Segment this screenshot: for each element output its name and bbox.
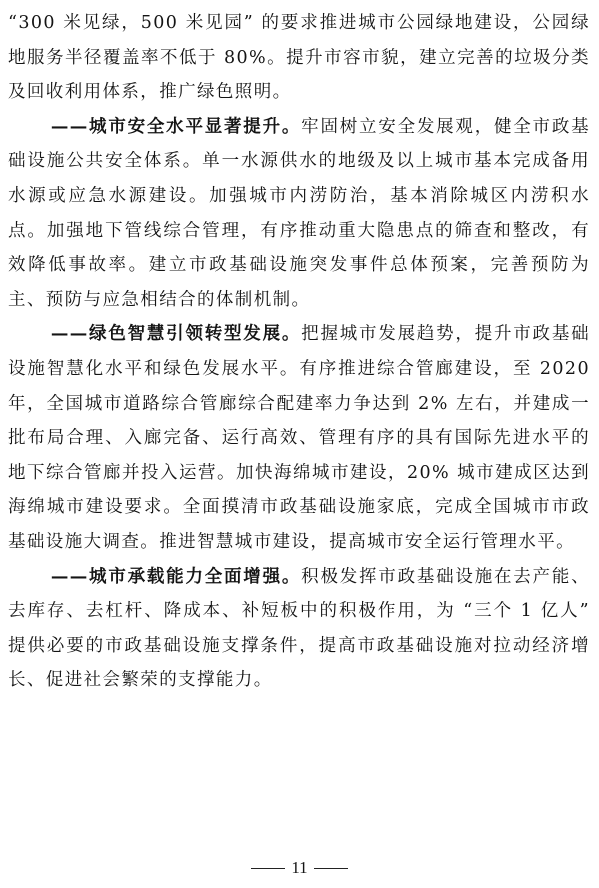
footer-dash-left	[251, 868, 285, 869]
paragraph-body: 牢固树立安全发展观，健全市政基础设施公共安全体系。单一水源供水的地级及以上城市基本完成备用水源或应急水源建设。加强城市内涝防治，基本消除城区内涝积水点。加强地下管线综合管理，有序推动重大隐患点的筛查和整改，有效降低事故率。建立市政基础设施突发事件总体预案，完善预防为主、预防与应急相结合的体制机制。	[8, 116, 590, 310]
paragraph-body: 把握城市发展趋势，提升市政基础设施智慧化水平和绿色发展水平。有序推进综合管廊建设，至 2020 年，全国城市道路综合管廊综合配建率力争达到 2% 左右，并建成一批布局合理、入廊完备、运行高效、管理有序的具有国际先进水平的地下综合管廊并投入运营。加快海绵城市建设，20% 城市建成区达到海绵城市建设要求。全面摸清市政基础设施家底，完成全国城市市政基础设施大调查。推进智慧城市建设，提高城市安全运行管理水平。	[8, 324, 590, 552]
paragraph-capacity	[8, 560, 590, 698]
paragraph-lead: ——绿色智慧引领转型发展。	[50, 324, 302, 345]
footer-dash-right	[314, 868, 348, 869]
paragraph-lead: ——城市安全水平显著提升。	[50, 116, 302, 137]
paragraph-safety	[8, 110, 590, 318]
paragraph-lead: ——城市承载能力全面增强。	[50, 566, 302, 587]
paragraph-continued	[8, 6, 590, 110]
paragraph-green-smart	[8, 317, 590, 559]
page-number: 11	[291, 858, 308, 877]
paragraph-body: 积极发挥市政基础设施在去产能、去库存、去杠杆、降成本、补短板中的积极作用，为 “三个 1 亿人” 提供必要的市政基础设施支撑条件，提高市政基础设施对拉动经济增长、促进社会繁荣的支撑能力。	[8, 566, 590, 691]
page-footer	[0, 858, 599, 878]
body-text	[8, 6, 590, 698]
paragraph-body: “300 米见绿，500 米见园” 的要求推进城市公园绿地建设，公园绿地服务半径覆盖率不低于 80%。提升市容市貌，建立完善的垃圾分类及回收利用体系，推广绿色照明。	[8, 13, 590, 103]
